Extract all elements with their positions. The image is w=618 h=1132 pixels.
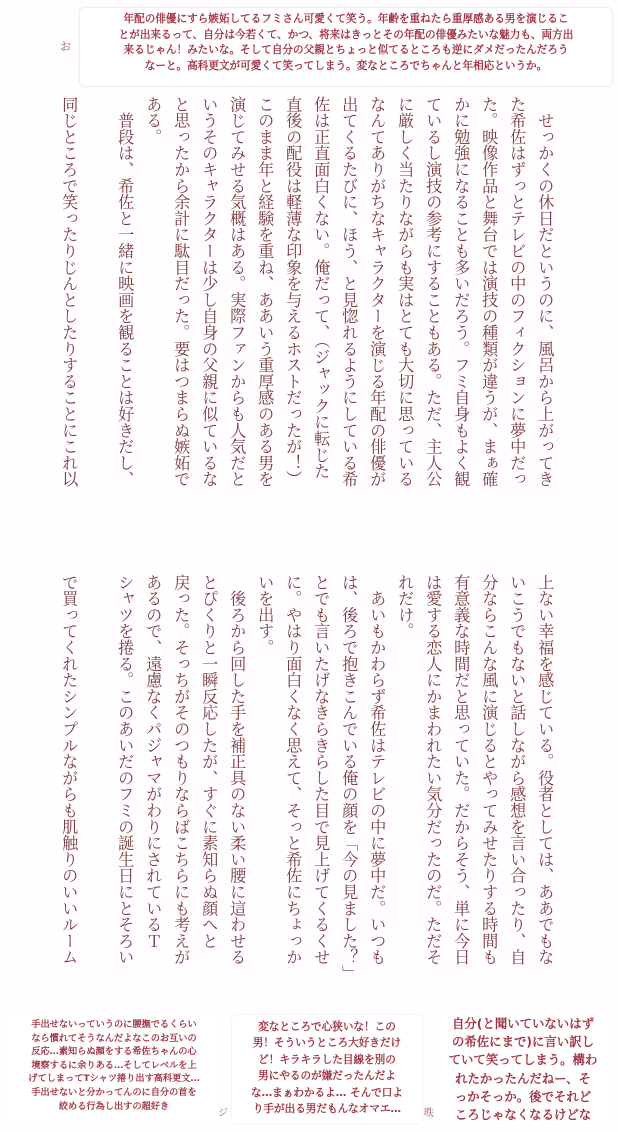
- text-column: このまま年と経験を重ね、ああいう重厚感のある男を: [255, 96, 275, 488]
- annotation-line: 手出せないと分かってんのに自分の首を: [31, 1086, 197, 1098]
- text-column: いうそのキャラクターは少し自身の父親に似ているな: [199, 96, 219, 488]
- annotation-box-bottom-left: [8, 1015, 220, 1121]
- annotation-line: 来るじゃん！みたいな。そして自分の父親とちょっと似てるところも逆にダメだったんだろう: [123, 44, 569, 56]
- text-column: 後ろから回した手を補正具のない柔い腰に這わせる: [227, 574, 247, 966]
- annotation-line: なら慣れてそうなんだよなこのお互いの: [31, 1032, 197, 1044]
- annotation-line: 絞める行為し出すの超好き: [58, 1100, 170, 1112]
- margin-fragment: お: [60, 40, 71, 53]
- text-column: かに勉強になることも多いだろう。フミ自身もよく観: [451, 96, 471, 488]
- text-column: に。やはり面白くなく思えて、そっと希佐にちょっか: [283, 574, 303, 966]
- text-column: いを出す。: [255, 574, 275, 656]
- annotation-line: ていて笑ってしまう。構わ: [448, 1052, 598, 1068]
- text-column: 演じてみせる気概はある。実際ファンからも人気だと: [227, 96, 247, 488]
- text-column: は愛する恋人にかまわれたい気分だったのだ。ただそ: [423, 574, 443, 966]
- annotation-box-top: [80, 8, 612, 86]
- annotation-line: 反応…素知らぬ顔をする希佐ちゃんの心: [31, 1046, 197, 1058]
- text-column: あるので、遠慮なくパジャマがわりにされているＴ: [143, 574, 163, 949]
- text-column: とぴくりと一瞬反応したが、すぐに素知らぬ顔へと: [199, 574, 219, 949]
- text-column: た。映像作品と舞台では演技の種類が違うが、まぁ確: [479, 96, 499, 488]
- text-column: シャツを捲る。このあいだのフミの誕生日にとそろい: [115, 574, 135, 966]
- margin-fragment: 昳: [424, 1108, 434, 1119]
- text-column: ある。: [143, 96, 163, 145]
- text-column: に厳しく当たりながらも実はとても大切に思っている: [395, 96, 415, 488]
- margin-fragment: ジ: [218, 1108, 228, 1119]
- text-column: とでも言いたげなきらきらした目で見上げてくるくせ: [311, 574, 331, 966]
- text-column: なんてありがちなキャラクターを演じる年配の俳優が: [367, 96, 387, 488]
- annotation-line: ころじゃなくなるけどな: [454, 1107, 592, 1122]
- text-column: ているし演技の参考にすることもある。ただ、主人公: [423, 96, 443, 488]
- text-column: 分ならこんな風に演じるとやってみせたりする時間も: [479, 574, 499, 966]
- text-column: 直後の配役は軽薄な印象を与えるホストだったが！）: [283, 96, 303, 488]
- text-column: あいもかわらず希佐はテレビの中に夢中だ。いつも: [367, 574, 387, 966]
- text-column: 上ない幸福を感じている。役者としては、ああでもな: [535, 574, 555, 966]
- annotation-box-bottom-right: [434, 1012, 612, 1122]
- annotation-line: の希佐にまで)に言い訳し: [452, 1034, 594, 1050]
- text-column: 有意義な時間だと思っていた。だからそう、単に今日: [451, 574, 471, 966]
- text-column: で買ってくれたシンプルながらも肌触りのいいルーム: [59, 574, 79, 966]
- annotation-line: 男！そういうところ大好きだけ: [252, 1037, 402, 1050]
- annotation-line: 境察するに余りある…そしてレベルを上: [31, 1059, 197, 1071]
- annotation-line: っかそっか。後でそれど: [454, 1088, 592, 1104]
- annotation-line: なーと。高科更文が可愛くて笑ってしまう。変なところでちゃんと年相応というか。: [144, 59, 548, 72]
- text-column: 同じところで笑ったりじんとしたりすることにこれ以: [59, 96, 79, 488]
- text-column: 佐は正直面白くない。俺だって、（ジャックに転じた: [311, 96, 331, 480]
- annotation-line: な…まぁわかるよ… そんで口よ: [251, 1086, 403, 1099]
- annotation-line: れたかったんだねー、そ: [455, 1070, 591, 1086]
- text-column: いこうでもないと話しながら感想を言い合ったり、自: [507, 574, 527, 966]
- text-column: せっかくの休日だというのに、風呂から上がってき: [535, 96, 555, 488]
- annotation-line: 変なところで心狭いな！この: [258, 1021, 396, 1033]
- annotation-line: とが出来るって、自分は今若くて、かつ、将来はきっとその年配の俳優みたいな魅力も、両方出: [118, 28, 574, 41]
- annotation-line: 男にやるのが嫌だったんだよ: [258, 1070, 396, 1083]
- text-column: 普段は、希佐と一緒に映画を観ることは好きだし、: [115, 96, 135, 488]
- text-column: れだけ。: [395, 574, 415, 640]
- text-column: 出てくるたびに、ほう、と見惚れるようにしている希: [339, 96, 359, 488]
- annotation-line: 年配の俳優にすら嫉妬してるフミさん可愛くて笑う。年齢を重ねたら重厚感ある男を演じるこ: [123, 13, 569, 25]
- text-column: と思ったから余計に駄目だった。要はつまらぬ嫉妬で: [171, 96, 191, 488]
- annotation-box-bottom-middle: [232, 1015, 422, 1123]
- annotation-line: げてしまってTシャツ捲り出す高科更文…: [28, 1073, 200, 1085]
- text-column: た希佐はずっとテレビの中のフィクションに夢中だっ: [507, 96, 527, 488]
- annotation-line: 手出せないっていうのに腰撫でるくらい: [31, 1019, 197, 1030]
- annotation-line: ど！キラキラした目線を別の: [258, 1053, 396, 1066]
- text-column: は、後ろで抱きこんでいる俺の顔を「今の見ました？」: [339, 574, 359, 982]
- annotation-line: 自分(と聞いていないはず: [452, 1016, 594, 1031]
- text-column: 戻った。そっちがそのつもりならばこちらにも考えが: [171, 574, 191, 966]
- annotation-line: り手が出る男だもんなオマエ…: [252, 1103, 402, 1116]
